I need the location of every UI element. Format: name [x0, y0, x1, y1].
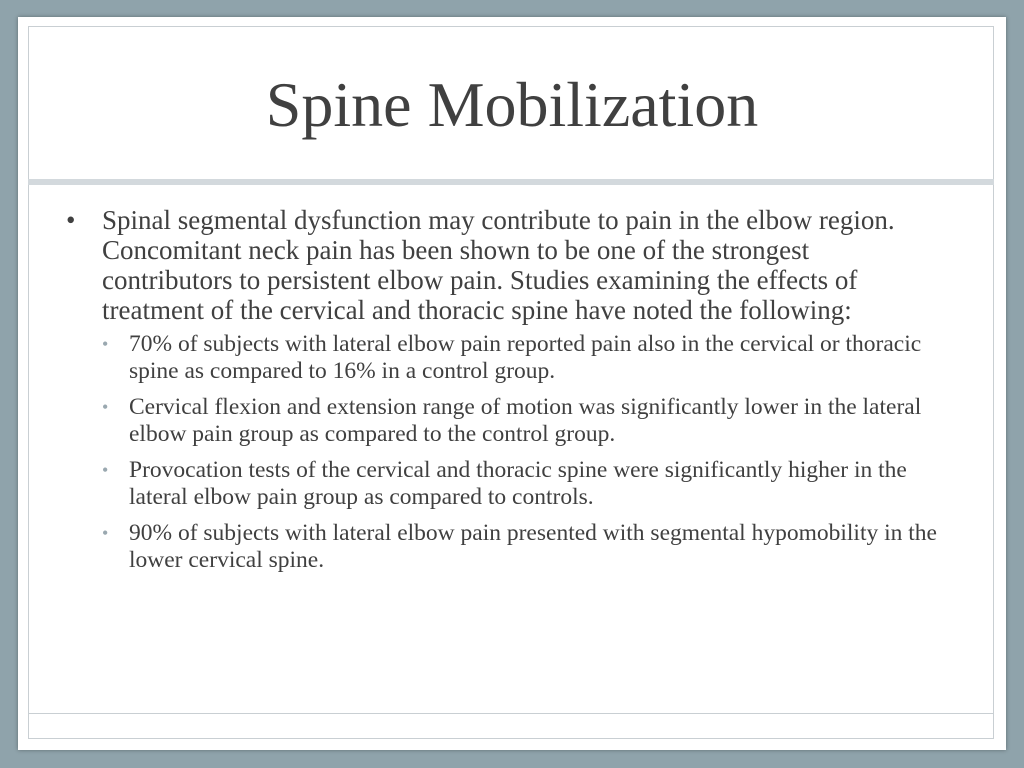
main-bullet: [60, 205, 940, 325]
sub-bullet-marker: •: [102, 397, 109, 417]
sub-bullet-marker: •: [102, 460, 109, 480]
slide-title: Spine Mobilization: [265, 69, 759, 140]
sub-bullet-2: [102, 394, 940, 448]
slide: [18, 17, 1006, 750]
sub-bullet-1: [102, 331, 940, 385]
sub-bullet-text: 70% of subjects with lateral elbow pain reported pain also in the cervical or thoracic spine as compared to 16% in a control group.: [129, 331, 922, 384]
sub-bullet-text: Cervical flexion and extension range of motion was significantly lower in the lateral elbow pain group as compared to the control group.: [129, 394, 922, 447]
sub-bullet-text: Provocation tests of the cervical and thoracic spine were significantly higher in the lateral elbow pain group as compared to controls.: [129, 457, 907, 510]
main-bullet-text: Spinal segmental dysfunction may contribute to pain in the elbow region. Concomitant neck pain has been shown to be one of the strongest contributors to persistent elbow pain. Studies examining the effects of treatment of the cervical and thoracic spine have noted the following:: [102, 205, 895, 325]
sub-bullet-text: 90% of subjects with lateral elbow pain presented with segmental hypomobility in the lower cervical spine.: [129, 520, 937, 573]
footer-divider: [28, 713, 994, 714]
sub-bullet-3: [102, 457, 940, 511]
slide-content: [60, 205, 940, 583]
sub-bullet-marker: •: [102, 523, 109, 543]
sub-bullet-list: [60, 331, 940, 574]
bullet-marker: •: [66, 205, 76, 235]
sub-bullet-4: [102, 520, 940, 574]
sub-bullet-marker: •: [102, 334, 109, 354]
title-divider: [28, 179, 994, 185]
